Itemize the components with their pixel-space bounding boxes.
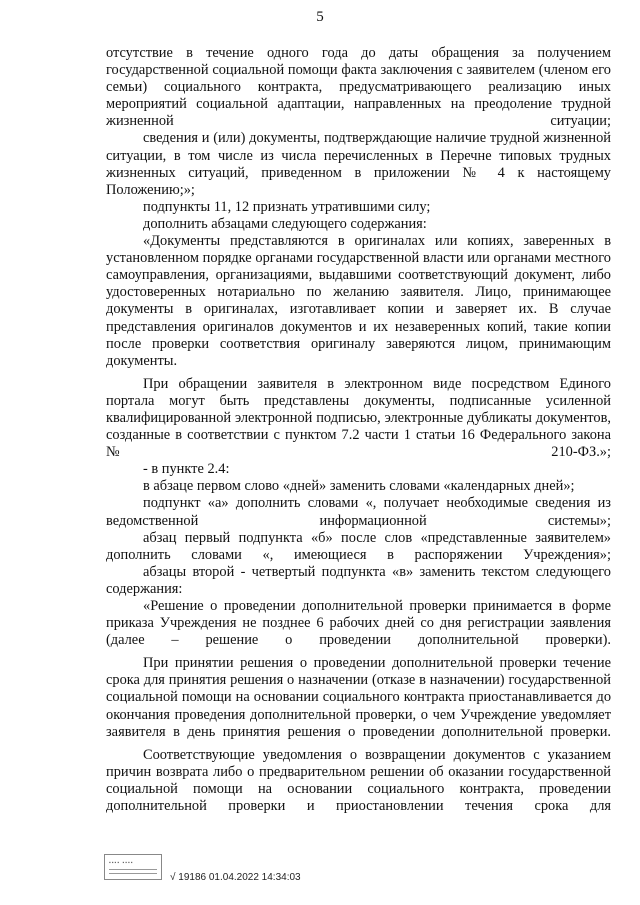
text-line: проведении дополнительной проверки. xyxy=(362,723,612,740)
text-line: форме приказа Учреждения не позднее 6 рабочих дней со дня регистрации xyxy=(106,598,611,632)
registration-stamp: √ 19186 01.04.2022 14:34:03 xyxy=(170,872,301,883)
logo-line xyxy=(109,869,157,870)
text-line: - в пункте 2.4: xyxy=(143,461,230,478)
paragraph xyxy=(106,530,611,564)
text-line: государственной социальной помощи факта заключения с заявителем xyxy=(106,62,536,79)
text-line: «Документы представляются в оригиналах или копиях, заверенных в xyxy=(143,233,611,250)
text-line: При обращении заявителя в электронном виде посредством Единого xyxy=(143,375,611,392)
paragraph xyxy=(106,598,611,649)
text-line: случае представления оригиналов документов и их незаверенных копий, xyxy=(106,301,611,335)
text-line: такие копии после проверки соответствия оригиналу заверяются лицом, xyxy=(106,318,611,352)
paragraph xyxy=(106,130,611,198)
text-line: установленном порядке органами государственной власти или органами xyxy=(106,250,552,267)
text-line: чем Учреждение уведомляет заявителя в день принятия решения о xyxy=(106,706,611,740)
text-line: типовых трудных жизненных ситуаций, приведенном в приложении № 4 к xyxy=(106,147,611,181)
text-line: причин возврата либо о предварительном решении об оказании xyxy=(106,763,504,780)
text-line: абзацы второй - четвертый подпункта «в» заменить текстом xyxy=(143,563,530,580)
text-line: проведении дополнительной проверки и приостановлении течения срока для xyxy=(106,780,611,815)
text-line: (членом его семьи) социального контракта, предусматривающего реализацию xyxy=(106,62,611,96)
text-line: Соответствующие уведомления о возвращении документов с указанием xyxy=(143,746,611,763)
text-line: жизненной ситуации, в том числе из числа перечисленных в Перечне xyxy=(106,130,611,164)
text-line: дополнить словами «, имеющиеся в распоряжении Учреждения»; xyxy=(106,546,611,563)
text-line: абзац первый подпункта «б» после слов «представленные заявителем» xyxy=(143,529,611,546)
paragraph xyxy=(106,216,611,233)
document-body xyxy=(106,45,611,815)
text-line: следующего содержания: xyxy=(106,563,611,597)
text-line: портала могут быть представлены документы, подписанные усиленной xyxy=(106,392,611,409)
text-line: документ, либо удостоверенных нотариально по желанию заявителя. Лицо, xyxy=(106,267,611,301)
text-line: квалифицированной электронной подписью, электронные дубликаты xyxy=(106,409,532,426)
text-line: принимающим документы. xyxy=(106,335,611,369)
logo-mark: ▪▪▪▪ ▪▪▪▪ xyxy=(109,860,134,866)
text-line: ведомственной информационной системы»; xyxy=(106,512,611,529)
text-line: принимающее документы в оригиналах, изготавливает копии и заверяет их. В xyxy=(106,284,611,318)
logo-line xyxy=(109,873,157,874)
text-line: приостанавливается до окончания проведения дополнительной проверки, о xyxy=(106,689,612,723)
text-line: дополнить абзацами следующего содержания: xyxy=(143,215,427,232)
text-line: в абзаце первом слово «дней» заменить словами «календарных дней»; xyxy=(143,478,575,495)
text-line: местного самоуправления, организациями, выдавшими соответствующий xyxy=(106,250,611,284)
text-line: документов, созданные в соответствии с пунктом 7.2 части 1 статьи 16 xyxy=(106,409,611,444)
paragraph xyxy=(106,199,611,216)
text-line: настоящему Положению;»; xyxy=(106,164,611,198)
text-line: трудной жизненной ситуации; xyxy=(106,96,611,130)
text-line: «Решение о проведении дополнительной проверки принимается в xyxy=(143,598,566,614)
text-line: государственной социальной помощи на основании социального контракта xyxy=(106,672,611,706)
paragraph xyxy=(106,495,611,529)
paragraph xyxy=(106,233,611,370)
text-line: отсутствие в течение одного года до даты обращения за получением xyxy=(106,45,611,61)
paragraph xyxy=(106,376,611,461)
text-line: При принятии решения о проведении дополнительной проверки xyxy=(143,655,557,672)
text-line: сведения и (или) документы, подтверждающие наличие трудной xyxy=(143,130,540,147)
text-line: заявления (далее – решение о проведении дополнительной проверки). xyxy=(106,615,611,649)
paragraph xyxy=(106,461,611,478)
text-line: подпункты 11, 12 признать утратившими силу; xyxy=(143,198,431,215)
text-line: государственной социальной помощи на основании социального контракта, xyxy=(106,763,611,797)
paragraph xyxy=(106,747,611,815)
text-line: течение срока для принятия решения о назначении (отказе в назначении) xyxy=(106,655,611,689)
page-number: 5 xyxy=(316,9,324,25)
paragraph xyxy=(106,45,611,130)
text-line: иных мероприятий социальной адаптации, направленных на преодоление xyxy=(106,79,611,113)
text-line: Федерального закона № 210-ФЗ.»; xyxy=(106,427,611,461)
paragraph xyxy=(106,564,611,598)
text-line: подпункт «а» дополнить словами «, получает необходимые сведения из xyxy=(143,495,611,512)
paragraph xyxy=(106,655,611,740)
registry-logo xyxy=(104,854,162,880)
paragraph xyxy=(106,478,611,495)
